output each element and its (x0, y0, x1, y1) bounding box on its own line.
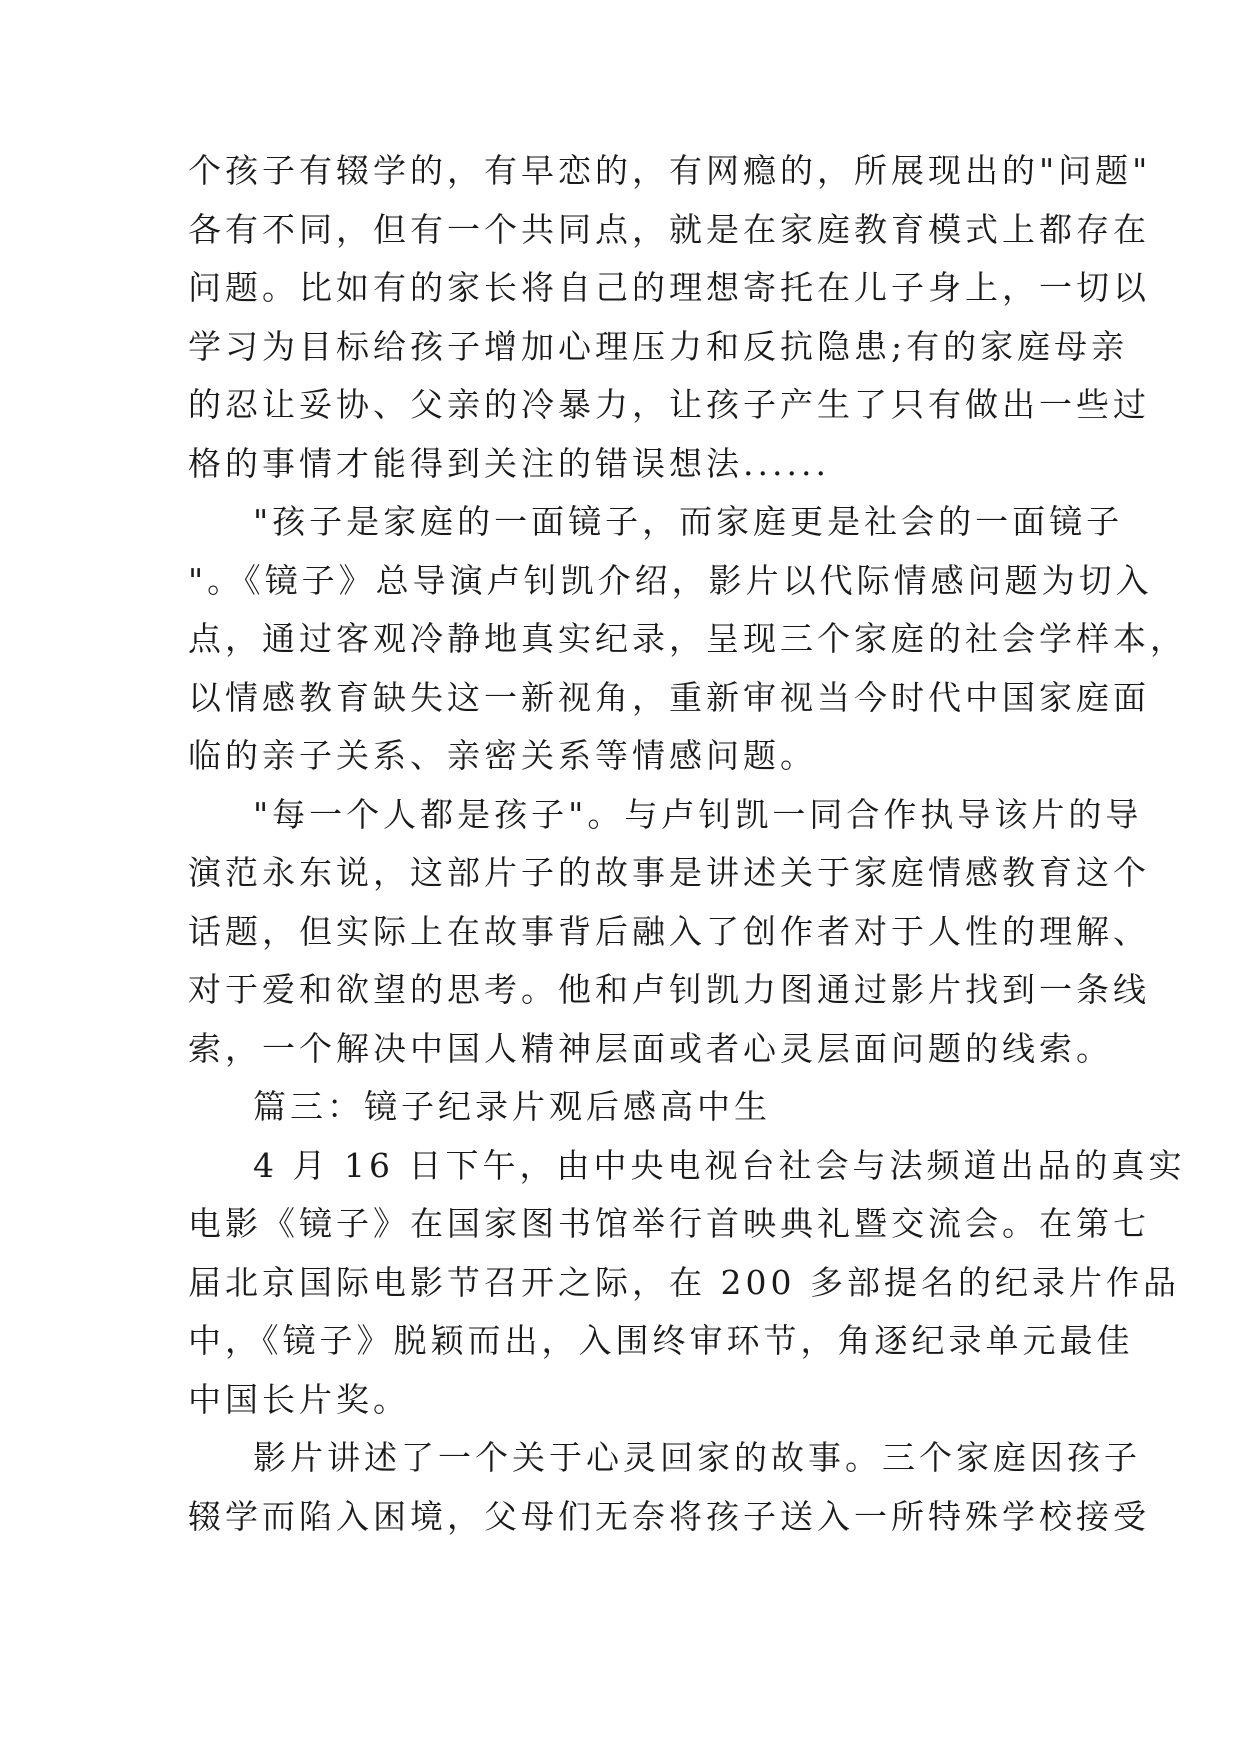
text-line: 辍学而陷入困境，父母们无奈将孩子送入一所特殊学校接受 (188, 1497, 1150, 1536)
text-line: 的忍让妥协、父亲的冷暴力，让孩子产生了只有做出一些过 (188, 385, 1150, 424)
section-heading: 篇三：镜子纪录片观后感高中生 (253, 1087, 771, 1126)
text-line: 演范永东说，这部片子的故事是讲述关于家庭情感教育这个 (188, 853, 1150, 892)
paragraph-first-line: "每一个人都是孩子"。与卢钊凯一同合作执导该片的导 (253, 795, 1143, 834)
text-line: 以情感教育缺失这一新视角，重新审视当今时代中国家庭面 (188, 678, 1150, 717)
text-line: 临的亲子关系、亲密关系等情感问题。 (188, 736, 817, 775)
text-line: 索，一个解决中国人精神层面或者心灵层面问题的线索。 (188, 1029, 1113, 1068)
text-line: 中，《镜子》脱颖而出，入围终审环节，角逐纪录单元最佳 (188, 1321, 1134, 1360)
text-line: 格的事情才能得到关注的错误想法...... (188, 444, 830, 483)
text-line: 学习为目标给孩子增加心理压力和反抗隐患;有的家庭母亲 (188, 327, 1129, 366)
text-line: 话题，但实际上在故事背后融入了创作者对于人性的理解、 (188, 912, 1150, 951)
text-line: 中国长片奖。 (188, 1380, 410, 1419)
text-line: 个孩子有辍学的，有早恋的，有网瘾的，所展现出的"问题" (188, 151, 1152, 190)
text-line: 电影《镜子》在国家图书馆举行首映典礼暨交流会。在第七 (188, 1204, 1150, 1243)
text-line: 问题。比如有的家长将自己的理想寄托在儿子身上，一切以 (188, 268, 1150, 307)
text-line: 对于爱和欲望的思考。他和卢钊凯力图通过影片找到一条线 (188, 970, 1150, 1009)
text-line: 各有不同，但有一个共同点，就是在家庭教育模式上都存在 (188, 210, 1150, 249)
text-line: 点，通过客观冷静地真实纪录，呈现三个家庭的社会学样本， (188, 619, 1187, 658)
text-line: 届北京国际电影节召开之际，在 200 多部提名的纪录片作品 (188, 1263, 1180, 1302)
text-line: "。《镜子》总导演卢钊凯介绍，影片以代际情感问题为切入 (188, 561, 1153, 600)
paragraph-first-line: 4 月 16 日下午，由中央电视台社会与法频道出品的真实 (253, 1146, 1186, 1185)
paragraph-first-line: 影片讲述了一个关于心灵回家的故事。三个家庭因孩子 (253, 1438, 1141, 1477)
paragraph-first-line: "孩子是家庭的一面镜子，而家庭更是社会的一面镜子 (253, 502, 1124, 541)
